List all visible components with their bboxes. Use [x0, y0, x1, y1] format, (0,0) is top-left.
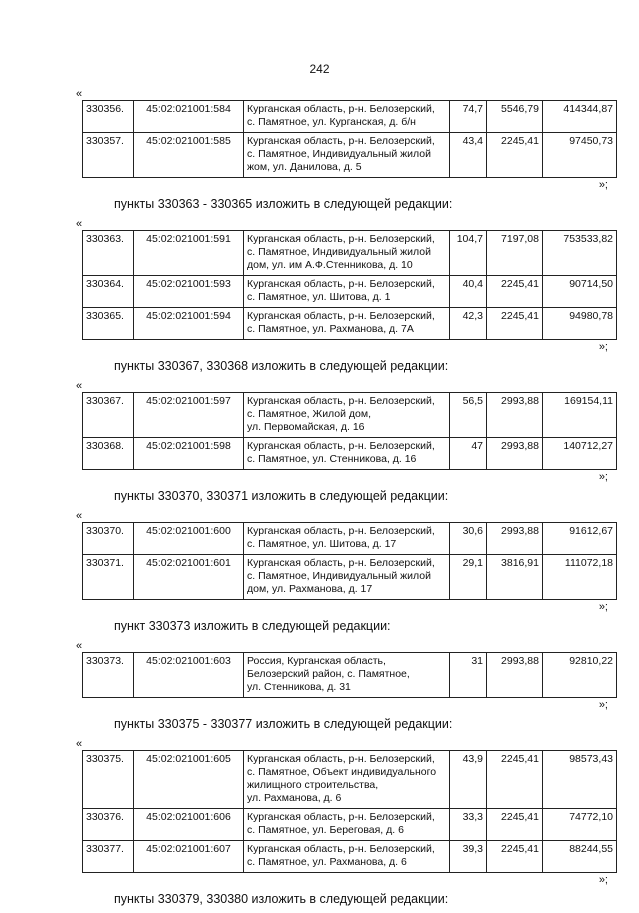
address-line: с. Памятное, ул. Шитова, д. 17	[247, 538, 397, 550]
section-heading: пункты 330375 - 330377 изложить в следующей редакции:	[114, 717, 453, 731]
area-value: 43,4	[450, 133, 487, 178]
rate-value: 5546,79	[487, 101, 543, 133]
address-line: с. Памятное, ул. Береговая, д. 6	[247, 824, 404, 836]
address-line: с. Памятное, ул. Рахманова, д. 7А	[247, 323, 414, 335]
property-table	[82, 750, 617, 873]
open-quote: «	[76, 88, 83, 100]
open-quote: «	[76, 510, 83, 522]
close-quote: »;	[598, 874, 608, 886]
table-row	[83, 653, 617, 698]
address-cell	[244, 751, 450, 809]
item-number: 330377.	[83, 841, 134, 873]
close-quote: »;	[598, 471, 608, 483]
sum-value: 140712,27	[543, 438, 617, 470]
cadastral-number: 45:02:021001:606	[134, 809, 244, 841]
section-heading: пункты 330367, 330368 изложить в следующей редакции:	[114, 359, 449, 373]
item-number: 330364.	[83, 276, 134, 308]
item-number: 330368.	[83, 438, 134, 470]
open-quote: «	[76, 218, 83, 230]
area-value: 43,9	[450, 751, 487, 809]
close-quote: »;	[598, 341, 608, 353]
sum-value: 94980,78	[543, 308, 617, 340]
cadastral-number: 45:02:021001:598	[134, 438, 244, 470]
item-number: 330363.	[83, 231, 134, 276]
sum-value: 169154,11	[543, 393, 617, 438]
close-quote: »;	[598, 699, 608, 711]
address-line: с. Памятное, Индивидуальный жилой	[247, 148, 431, 160]
cadastral-number: 45:02:021001:584	[134, 101, 244, 133]
area-value: 42,3	[450, 308, 487, 340]
item-number: 330356.	[83, 101, 134, 133]
table-row	[83, 555, 617, 600]
property-table	[82, 392, 617, 470]
address-cell	[244, 133, 450, 178]
rate-value: 2245,41	[487, 809, 543, 841]
item-number: 330370.	[83, 523, 134, 555]
rate-value: 2993,88	[487, 653, 543, 698]
address-line: Курганская область, р-н. Белозерский,	[247, 811, 435, 823]
address-line: ул. Стенникова, д. 31	[247, 681, 351, 693]
table-row	[83, 133, 617, 178]
close-quote: »;	[598, 601, 608, 613]
cadastral-number: 45:02:021001:605	[134, 751, 244, 809]
table-row	[83, 231, 617, 276]
address-line: Курганская область, р-н. Белозерский,	[247, 440, 435, 452]
address-line: жом, ул. Данилова, д. 5	[247, 161, 362, 173]
address-line: Россия, Курганская область,	[247, 655, 386, 667]
item-number: 330373.	[83, 653, 134, 698]
address-line: Курганская область, р-н. Белозерский,	[247, 753, 435, 765]
area-value: 74,7	[450, 101, 487, 133]
rate-value: 2245,41	[487, 133, 543, 178]
table-row	[83, 841, 617, 873]
address-cell	[244, 653, 450, 698]
address-line: с. Памятное, ул. Рахманова, д. 6	[247, 856, 407, 868]
rate-value: 2245,41	[487, 308, 543, 340]
item-number: 330365.	[83, 308, 134, 340]
sum-value: 98573,43	[543, 751, 617, 809]
address-line: Курганская область, р-н. Белозерский,	[247, 395, 435, 407]
sum-value: 414344,87	[543, 101, 617, 133]
section-heading: пункты 330370, 330371 изложить в следующей редакции:	[114, 489, 449, 503]
item-number: 330371.	[83, 555, 134, 600]
table-row	[83, 276, 617, 308]
address-line: дом, ул. Рахманова, д. 17	[247, 583, 373, 595]
address-line: Курганская область, р-н. Белозерский,	[247, 233, 435, 245]
address-line: ул. Первомайская, д. 16	[247, 421, 365, 433]
address-cell	[244, 555, 450, 600]
address-line: с. Памятное, Индивидуальный жилой	[247, 570, 431, 582]
open-quote: «	[76, 380, 83, 392]
table-row	[83, 751, 617, 809]
address-cell	[244, 308, 450, 340]
rate-value: 2245,41	[487, 751, 543, 809]
sum-value: 74772,10	[543, 809, 617, 841]
final-heading: пункты 330379, 330380 изложить в следующей редакции:	[114, 892, 449, 906]
address-line: Курганская область, р-н. Белозерский,	[247, 843, 435, 855]
address-cell	[244, 841, 450, 873]
rate-value: 2993,88	[487, 438, 543, 470]
rate-value: 2245,41	[487, 841, 543, 873]
area-value: 31	[450, 653, 487, 698]
table-row	[83, 101, 617, 133]
section-heading: пункты 330363 - 330365 изложить в следующей редакции:	[114, 197, 453, 211]
property-table	[82, 522, 617, 600]
address-cell	[244, 438, 450, 470]
sum-value: 97450,73	[543, 133, 617, 178]
property-table	[82, 652, 617, 698]
address-line: Курганская область, р-н. Белозерский,	[247, 557, 435, 569]
open-quote: «	[76, 738, 83, 750]
cadastral-number: 45:02:021001:597	[134, 393, 244, 438]
table-row	[83, 438, 617, 470]
item-number: 330375.	[83, 751, 134, 809]
rate-value: 2993,88	[487, 523, 543, 555]
address-line: жилищного строительства,	[247, 779, 379, 791]
open-quote: «	[76, 640, 83, 652]
address-line: с. Памятное, Жилой дом,	[247, 408, 372, 420]
item-number: 330367.	[83, 393, 134, 438]
address-line: дом, ул. им А.Ф.Стенникова, д. 10	[247, 259, 413, 271]
address-cell	[244, 523, 450, 555]
address-line: с. Памятное, Индивидуальный жилой	[247, 246, 431, 258]
close-quote: »;	[598, 179, 608, 191]
address-cell	[244, 101, 450, 133]
table-row	[83, 308, 617, 340]
property-table	[82, 230, 617, 340]
sum-value: 92810,22	[543, 653, 617, 698]
rate-value: 2993,88	[487, 393, 543, 438]
address-line: Курганская область, р-н. Белозерский,	[247, 278, 435, 290]
area-value: 39,3	[450, 841, 487, 873]
cadastral-number: 45:02:021001:601	[134, 555, 244, 600]
cadastral-number: 45:02:021001:594	[134, 308, 244, 340]
cadastral-number: 45:02:021001:603	[134, 653, 244, 698]
cadastral-number: 45:02:021001:585	[134, 133, 244, 178]
area-value: 56,5	[450, 393, 487, 438]
area-value: 104,7	[450, 231, 487, 276]
area-value: 29,1	[450, 555, 487, 600]
cadastral-number: 45:02:021001:607	[134, 841, 244, 873]
address-line: с. Памятное, ул. Стенникова, д. 16	[247, 453, 417, 465]
address-line: Белозерский район, с. Памятное,	[247, 668, 410, 680]
cadastral-number: 45:02:021001:593	[134, 276, 244, 308]
address-cell	[244, 276, 450, 308]
address-line: Курганская область, р-н. Белозерский,	[247, 135, 435, 147]
address-cell	[244, 231, 450, 276]
sum-value: 88244,55	[543, 841, 617, 873]
area-value: 33,3	[450, 809, 487, 841]
cadastral-number: 45:02:021001:591	[134, 231, 244, 276]
item-number: 330357.	[83, 133, 134, 178]
address-line: Курганская область, р-н. Белозерский,	[247, 103, 435, 115]
page-number: 242	[309, 62, 330, 76]
address-line: с. Памятное, ул. Шитова, д. 1	[247, 291, 391, 303]
address-line: ул. Рахманова, д. 6	[247, 792, 342, 804]
table-row	[83, 809, 617, 841]
address-cell	[244, 393, 450, 438]
cadastral-number: 45:02:021001:600	[134, 523, 244, 555]
sum-value: 753533,82	[543, 231, 617, 276]
rate-value: 7197,08	[487, 231, 543, 276]
address-line: Курганская область, р-н. Белозерский,	[247, 525, 435, 537]
sum-value: 111072,18	[543, 555, 617, 600]
rate-value: 3816,91	[487, 555, 543, 600]
sum-value: 91612,67	[543, 523, 617, 555]
rate-value: 2245,41	[487, 276, 543, 308]
section-heading: пункт 330373 изложить в следующей редакции:	[114, 619, 391, 633]
sum-value: 90714,50	[543, 276, 617, 308]
area-value: 30,6	[450, 523, 487, 555]
property-table	[82, 100, 617, 178]
document-content	[76, 88, 613, 913]
area-value: 40,4	[450, 276, 487, 308]
item-number: 330376.	[83, 809, 134, 841]
table-row	[83, 523, 617, 555]
address-cell	[244, 809, 450, 841]
address-line: с. Памятное, ул. Курганская, д. б/н	[247, 116, 416, 128]
table-row	[83, 393, 617, 438]
address-line: с. Памятное, Объект индивидуального	[247, 766, 437, 778]
address-line: Курганская область, р-н. Белозерский,	[247, 310, 435, 322]
area-value: 47	[450, 438, 487, 470]
